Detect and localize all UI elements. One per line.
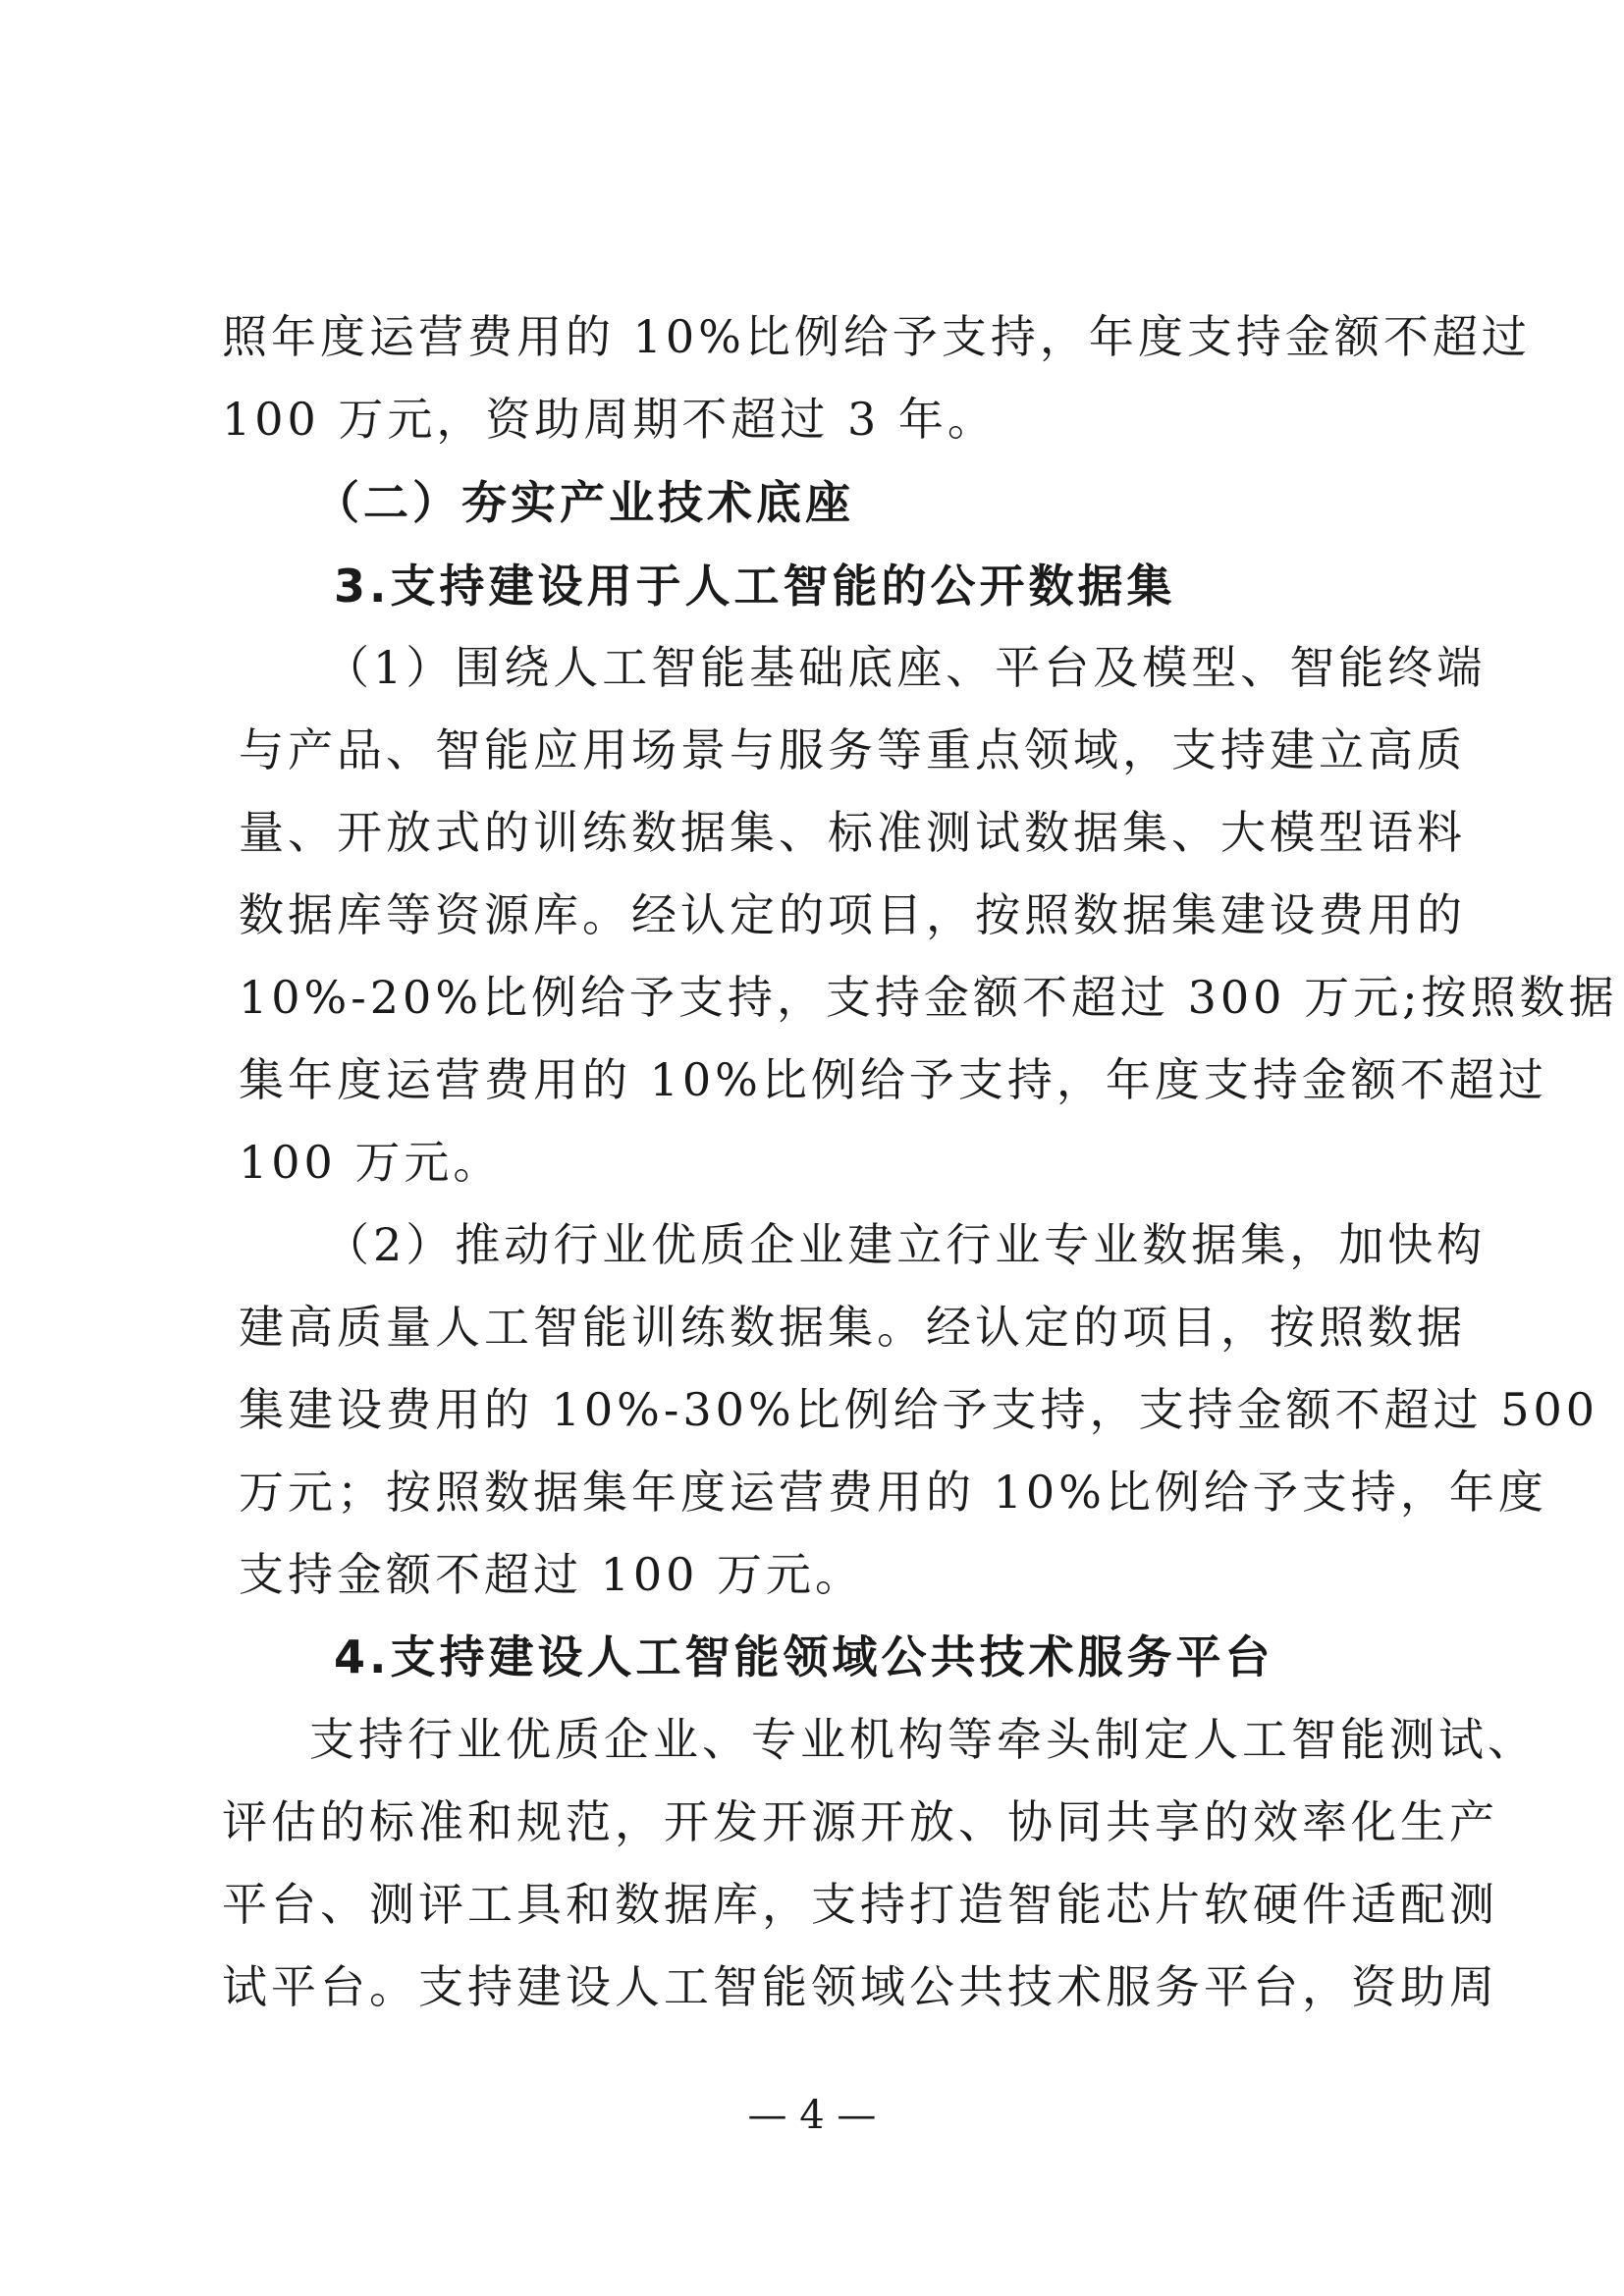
paragraph-line: 照年度运营费用的 10%比例给予支持，年度支持金额不超过	[222, 310, 1531, 363]
paragraph-line: 支持金额不超过 100 万元。	[239, 1548, 865, 1601]
subsection-heading: 3.支持建设用于人工智能的公开数据集	[334, 560, 1176, 613]
paragraph-line: 数据库等资源库。经认定的项目，按照数据集建设费用的	[239, 888, 1466, 941]
paragraph-line: 100 万元，资助周期不超过 3 年。	[222, 393, 997, 446]
paragraph-line: 集年度运营费用的 10%比例给予支持，年度支持金额不超过	[239, 1053, 1547, 1106]
paragraph-line: 量、开放式的训练数据集、标准测试数据集、大模型语料	[239, 806, 1466, 859]
paragraph-line: （2）推动行业优质企业建立行业专业数据集，加快构	[324, 1218, 1487, 1271]
paragraph-line: 10%-20%比例给予支持，支持金额不超过 300 万元;按照数据	[239, 971, 1618, 1024]
paragraph-line: （1）围绕人工智能基础底座、平台及模型、智能终端	[324, 641, 1487, 694]
paragraph-line: 试平台。支持建设人工智能领域公共技术服务平台，资助周	[222, 1960, 1498, 2013]
paragraph-line: 评估的标准和规范，开发开源开放、协同共享的效率化生产	[222, 1795, 1498, 1848]
paragraph-line: 100 万元。	[239, 1136, 503, 1189]
section-heading: （二）夯实产业技术底座	[314, 476, 854, 529]
paragraph-line: 建高质量人工智能训练数据集。经认定的项目，按照数据	[239, 1301, 1466, 1354]
subsection-heading: 4.支持建设人工智能领域公共技术服务平台	[334, 1630, 1274, 1683]
page-number: — 4 —	[747, 2093, 877, 2138]
paragraph-line: 集建设费用的 10%-30%比例给予支持，支持金额不超过 500	[239, 1383, 1599, 1436]
paragraph-line: 平台、测评工具和数据库，支持打造智能芯片软硬件适配测	[222, 1878, 1498, 1931]
paragraph-line: 支持行业优质企业、专业机构等牵头制定人工智能测试、	[309, 1713, 1537, 1766]
paragraph-line: 万元；按照数据集年度运营费用的 10%比例给予支持，年度	[239, 1466, 1547, 1519]
paragraph-line: 与产品、智能应用场景与服务等重点领域，支持建立高质	[239, 723, 1466, 776]
